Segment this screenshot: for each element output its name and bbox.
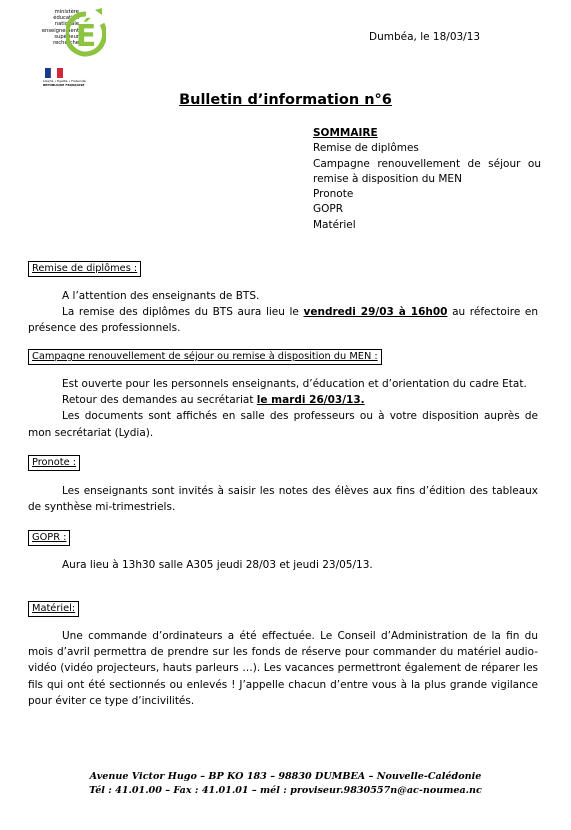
section-body-pronote xyxy=(28,483,538,515)
paragraph: Les enseignants sont invités à saisir les notes des élèves aux fins d’édition des tableaux de synthèse mi-trimestriels. xyxy=(28,485,538,514)
section-heading-pronote: Pronote : xyxy=(28,455,80,471)
republic-flag-icon xyxy=(45,68,63,78)
place-date: Dumbéa, le 18/03/13 xyxy=(369,31,481,43)
text: au réfectoire en présence des professionnels. xyxy=(28,306,539,335)
section-heading-gopr: GOPR : xyxy=(28,530,70,546)
summary-item: Matériel xyxy=(313,218,356,231)
highlight-date: vendredi 29/03 à 16h00 xyxy=(303,306,448,319)
paragraph: Aura lieu à 13h30 salle A305 jeudi 28/03 et jeudi 23/05/13. xyxy=(62,559,373,571)
section-heading-materiel: Matériel: xyxy=(28,601,79,617)
paragraph: Les documents sont affichés en salle des professeurs ou à votre disposition auprès de mon secrétariat (Lydia). xyxy=(28,410,538,439)
summary-item: Remise de diplômes xyxy=(313,142,419,155)
flag-caption xyxy=(43,80,91,87)
section-body-materiel xyxy=(28,628,538,709)
section-body-gopr xyxy=(28,557,538,573)
logo-line: supérieur xyxy=(54,33,79,40)
logo-line: recherche xyxy=(53,40,79,47)
summary-item: Campagne renouvellement de séjour ou remise à disposition du MEN xyxy=(313,157,541,185)
footer-contact: Tél : 41.01.00 – Fax : 41.01.01 – mél : proviseur.9830557n@ac-noumea.nc xyxy=(89,785,482,796)
text: Retour des demandes au secrétariat xyxy=(62,394,257,407)
page-footer xyxy=(0,770,571,798)
flag-motto: Liberté • Égalité • Fraternité xyxy=(43,79,86,83)
flag-republic: RÉPUBLIQUE FRANÇAISE xyxy=(43,82,85,87)
section-body-campagne xyxy=(28,376,538,441)
summary-heading: SOMMAIRE xyxy=(313,127,378,139)
text: La remise des diplômes du BTS aura lieu le xyxy=(62,306,304,319)
logo-line: enseignement xyxy=(41,27,79,34)
logo-line: éducation xyxy=(53,15,79,22)
paragraph: Est ouverte pour les personnels enseignants, d’éducation et d’orientation du cadre Etat. xyxy=(62,378,527,390)
page-title: Bulletin d’information n°6 xyxy=(179,92,392,108)
paragraph: Une commande d’ordinateurs a été effectuée. Le Conseil d’Administration de la fin du mois d’avril permettra de prendre sur les fonds de réserve pour commander du matériel audio-vidéo (vidéo projecteurs, hauts parleurs …). Les vacances permettront également de réparer les fils qui ont été sectionnés ou enlevés ! J’appelle chacun d’entre vous à la plus grande vigilance pour éviter ce type d’incivilités. xyxy=(28,630,538,707)
logo-line: ministère xyxy=(54,9,79,15)
summary-block xyxy=(313,126,541,233)
highlight-date: le mardi 26/03/13. xyxy=(256,394,365,407)
ministry-logo-icon xyxy=(66,8,106,60)
paragraph: A l’attention des enseignants de BTS. xyxy=(62,290,260,302)
logo-letter: É xyxy=(75,19,97,54)
footer-address: Avenue Victor Hugo – BP KO 183 – 98830 DUMBEA – Nouvelle-Calédonie xyxy=(89,771,482,782)
section-body-diplomes xyxy=(28,288,538,337)
paragraph xyxy=(28,392,538,408)
summary-item: GOPR xyxy=(313,203,344,216)
paragraph xyxy=(28,304,538,336)
logo-line: nationale xyxy=(54,21,79,28)
section-heading-campagne: Campagne renouvellement de séjour ou remise à disposition du MEN : xyxy=(28,349,382,365)
section-heading-diplomes: Remise de diplômes : xyxy=(28,261,141,277)
summary-item: Pronote xyxy=(313,188,354,201)
